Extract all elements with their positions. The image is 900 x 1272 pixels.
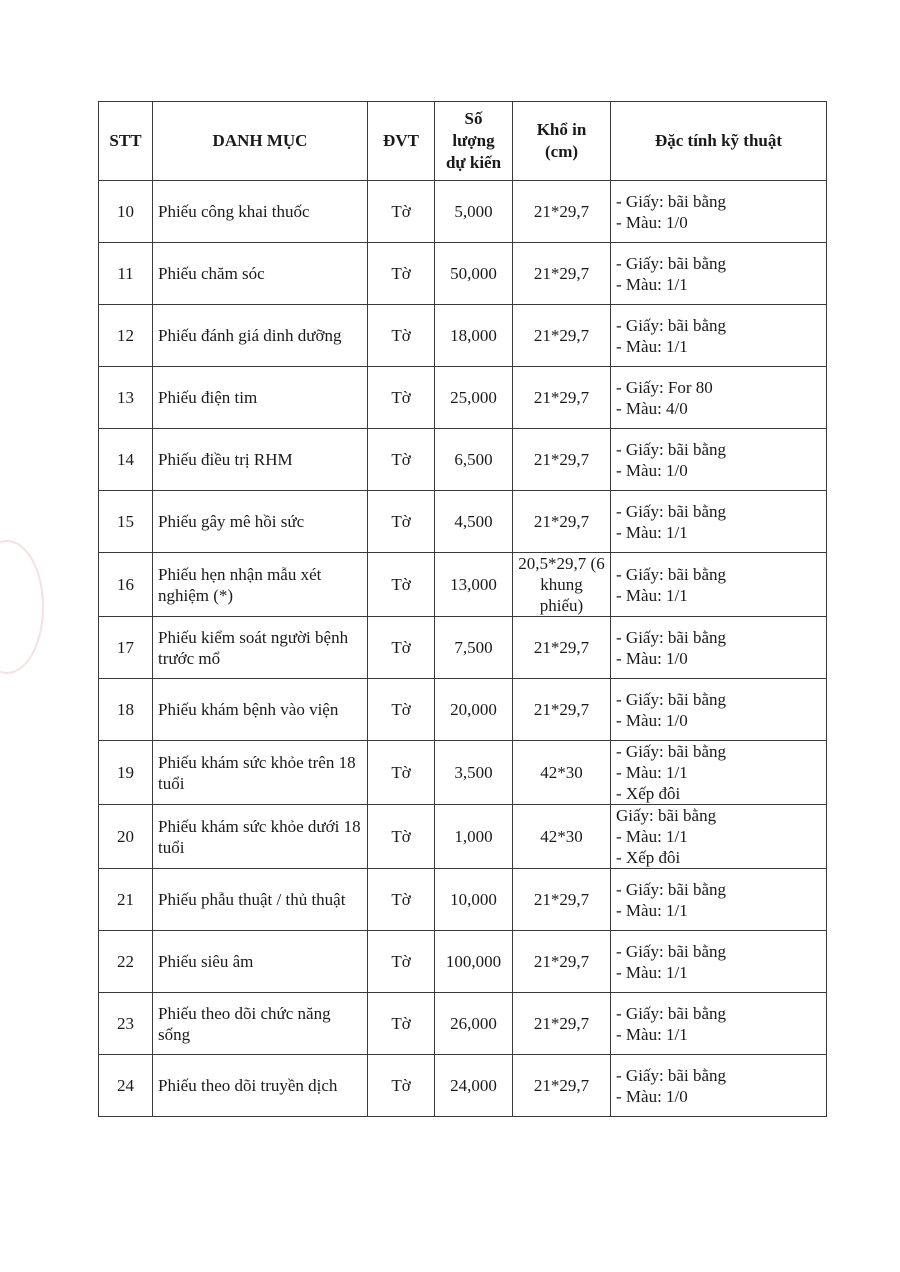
spec-line: - Giấy: bãi bằng <box>616 1003 726 1023</box>
size-cell: 21*29,7 <box>513 181 611 243</box>
header-size-line: (cm) <box>544 142 579 161</box>
size-cell: 21*29,7 <box>513 869 611 931</box>
stt-cell: 10 <box>99 181 153 243</box>
unit-cell: Tờ <box>368 429 435 491</box>
category-cell: Phiếu khám sức khỏe trên 18 tuổi <box>153 741 368 805</box>
quantity-cell: 24,000 <box>435 1055 513 1117</box>
spec-line: - Xếp đôi <box>616 848 681 867</box>
quantity-cell: 25,000 <box>435 367 513 429</box>
header-unit: ĐVT <box>368 102 435 181</box>
stt-cell: 21 <box>99 869 153 931</box>
spec-cell <box>611 931 827 993</box>
spec-line: Giấy: bãi bằng <box>616 806 717 825</box>
table-row <box>99 741 827 805</box>
spec-cell <box>611 993 827 1055</box>
size-cell: 42*30 <box>513 741 611 805</box>
stt-cell: 15 <box>99 491 153 553</box>
stt-cell: 19 <box>99 741 153 805</box>
spec-line: - Màu: 1/1 <box>616 522 688 542</box>
header-quantity <box>435 102 513 181</box>
spec-cell <box>611 243 827 305</box>
header-quantity-line: Số <box>464 109 483 128</box>
unit-cell: Tờ <box>368 491 435 553</box>
spec-cell <box>611 869 827 931</box>
stt-cell: 22 <box>99 931 153 993</box>
print-spec-table <box>98 101 827 1117</box>
unit-cell: Tờ <box>368 1055 435 1117</box>
spec-line: - Màu: 1/1 <box>616 827 688 846</box>
header-category: DANH MỤC <box>153 102 368 181</box>
table-row <box>99 679 827 741</box>
spec-cell <box>611 679 827 741</box>
spec-cell <box>611 553 827 617</box>
unit-cell: Tờ <box>368 181 435 243</box>
stt-cell: 12 <box>99 305 153 367</box>
stt-cell: 18 <box>99 679 153 741</box>
category-cell: Phiếu theo dõi chức năng sống <box>153 993 368 1055</box>
unit-cell: Tờ <box>368 993 435 1055</box>
unit-cell: Tờ <box>368 931 435 993</box>
category-cell: Phiếu phẫu thuật / thủ thuật <box>153 869 368 931</box>
spec-line: - Xếp đôi <box>616 784 681 803</box>
spec-line: - Giấy: bãi bằng <box>616 742 726 761</box>
size-cell: 21*29,7 <box>513 1055 611 1117</box>
size-cell: 42*30 <box>513 805 611 869</box>
quantity-cell: 50,000 <box>435 243 513 305</box>
unit-cell: Tờ <box>368 243 435 305</box>
quantity-cell: 13,000 <box>435 553 513 617</box>
spec-line: - Màu: 1/1 <box>616 585 688 605</box>
table-row <box>99 243 827 305</box>
size-cell: 21*29,7 <box>513 305 611 367</box>
size-cell: 21*29,7 <box>513 429 611 491</box>
size-cell: 20,5*29,7 (6 khung phiếu) <box>513 553 611 617</box>
table-row <box>99 181 827 243</box>
stt-cell: 14 <box>99 429 153 491</box>
spec-line: - Màu: 1/1 <box>616 962 688 982</box>
unit-cell: Tờ <box>368 741 435 805</box>
stamp-mark <box>0 540 44 674</box>
category-cell: Phiếu công khai thuốc <box>153 181 368 243</box>
spec-line: - Màu: 1/1 <box>616 336 688 356</box>
stt-cell: 24 <box>99 1055 153 1117</box>
spec-line: - Giấy: bãi bằng <box>616 627 726 647</box>
header-quantity-line: dự kiến <box>445 153 502 172</box>
table-row <box>99 305 827 367</box>
category-cell: Phiếu gây mê hồi sức <box>153 491 368 553</box>
spec-cell <box>611 429 827 491</box>
size-cell: 21*29,7 <box>513 679 611 741</box>
header-size-line: Khổ in <box>536 120 587 139</box>
category-cell: Phiếu theo dõi truyền dịch <box>153 1055 368 1117</box>
quantity-cell: 6,500 <box>435 429 513 491</box>
spec-line: - Giấy: bãi bằng <box>616 689 726 709</box>
stt-cell: 16 <box>99 553 153 617</box>
unit-cell: Tờ <box>368 553 435 617</box>
header-quantity-line: lượng <box>452 131 495 150</box>
unit-cell: Tờ <box>368 305 435 367</box>
table-header-row <box>99 102 827 181</box>
spec-cell <box>611 741 827 805</box>
table-row <box>99 553 827 617</box>
spec-line: - Giấy: bãi bằng <box>616 501 726 521</box>
spec-line: - Màu: 1/0 <box>616 460 688 480</box>
spec-cell <box>611 305 827 367</box>
unit-cell: Tờ <box>368 617 435 679</box>
quantity-cell: 5,000 <box>435 181 513 243</box>
size-cell: 21*29,7 <box>513 367 611 429</box>
table-row <box>99 367 827 429</box>
size-cell: 21*29,7 <box>513 993 611 1055</box>
spec-line: - Màu: 1/0 <box>616 1086 688 1106</box>
spec-line: - Màu: 1/1 <box>616 900 688 920</box>
table-row <box>99 429 827 491</box>
unit-cell: Tờ <box>368 805 435 869</box>
spec-line: - Giấy: bãi bằng <box>616 439 726 459</box>
table-row <box>99 805 827 869</box>
quantity-cell: 26,000 <box>435 993 513 1055</box>
category-cell: Phiếu khám sức khỏe dưới 18 tuổi <box>153 805 368 869</box>
stt-cell: 20 <box>99 805 153 869</box>
table-row <box>99 617 827 679</box>
quantity-cell: 1,000 <box>435 805 513 869</box>
quantity-cell: 100,000 <box>435 931 513 993</box>
spec-line: - Giấy: bãi bằng <box>616 253 726 273</box>
stt-cell: 11 <box>99 243 153 305</box>
category-cell: Phiếu khám bệnh vào viện <box>153 679 368 741</box>
quantity-cell: 4,500 <box>435 491 513 553</box>
spec-cell <box>611 1055 827 1117</box>
stt-cell: 13 <box>99 367 153 429</box>
spec-line: - Giấy: bãi bằng <box>616 191 726 211</box>
size-cell: 21*29,7 <box>513 491 611 553</box>
quantity-cell: 18,000 <box>435 305 513 367</box>
spec-line: - Màu: 1/1 <box>616 1024 688 1044</box>
category-cell: Phiếu siêu âm <box>153 931 368 993</box>
spec-line: - Màu: 1/0 <box>616 648 688 668</box>
spec-cell <box>611 181 827 243</box>
size-cell: 21*29,7 <box>513 617 611 679</box>
table-row <box>99 1055 827 1117</box>
spec-cell <box>611 367 827 429</box>
category-cell: Phiếu điều trị RHM <box>153 429 368 491</box>
spec-line: - Màu: 1/1 <box>616 763 688 782</box>
category-cell: Phiếu đánh giá dinh dưỡng <box>153 305 368 367</box>
spec-line: - Giấy: bãi bằng <box>616 315 726 335</box>
spec-line: - Màu: 4/0 <box>616 398 688 418</box>
quantity-cell: 20,000 <box>435 679 513 741</box>
category-cell: Phiếu điện tim <box>153 367 368 429</box>
table-row <box>99 869 827 931</box>
quantity-cell: 10,000 <box>435 869 513 931</box>
table-body <box>99 181 827 1117</box>
spec-line: - Giấy: bãi bằng <box>616 1065 726 1085</box>
size-cell: 21*29,7 <box>513 243 611 305</box>
category-cell: Phiếu kiểm soát người bệnh trước mổ <box>153 617 368 679</box>
table-row <box>99 491 827 553</box>
quantity-cell: 7,500 <box>435 617 513 679</box>
header-stt: STT <box>99 102 153 181</box>
spec-line: - Màu: 1/0 <box>616 710 688 730</box>
spec-cell <box>611 491 827 553</box>
header-spec: Đặc tính kỹ thuật <box>611 102 827 181</box>
header-size <box>513 102 611 181</box>
spec-line: - Giấy: bãi bằng <box>616 879 726 899</box>
spec-line: - Giấy: For 80 <box>616 377 713 397</box>
category-cell: Phiếu hẹn nhận mẫu xét nghiệm (*) <box>153 553 368 617</box>
spec-line: - Giấy: bãi bằng <box>616 564 726 584</box>
quantity-cell: 3,500 <box>435 741 513 805</box>
unit-cell: Tờ <box>368 367 435 429</box>
stt-cell: 23 <box>99 993 153 1055</box>
stt-cell: 17 <box>99 617 153 679</box>
spec-line: - Màu: 1/0 <box>616 212 688 232</box>
table-row <box>99 993 827 1055</box>
spec-line: - Giấy: bãi bằng <box>616 941 726 961</box>
spec-cell <box>611 805 827 869</box>
spec-line: - Màu: 1/1 <box>616 274 688 294</box>
spec-cell <box>611 617 827 679</box>
unit-cell: Tờ <box>368 869 435 931</box>
unit-cell: Tờ <box>368 679 435 741</box>
category-cell: Phiếu chăm sóc <box>153 243 368 305</box>
table-row <box>99 931 827 993</box>
size-cell: 21*29,7 <box>513 931 611 993</box>
